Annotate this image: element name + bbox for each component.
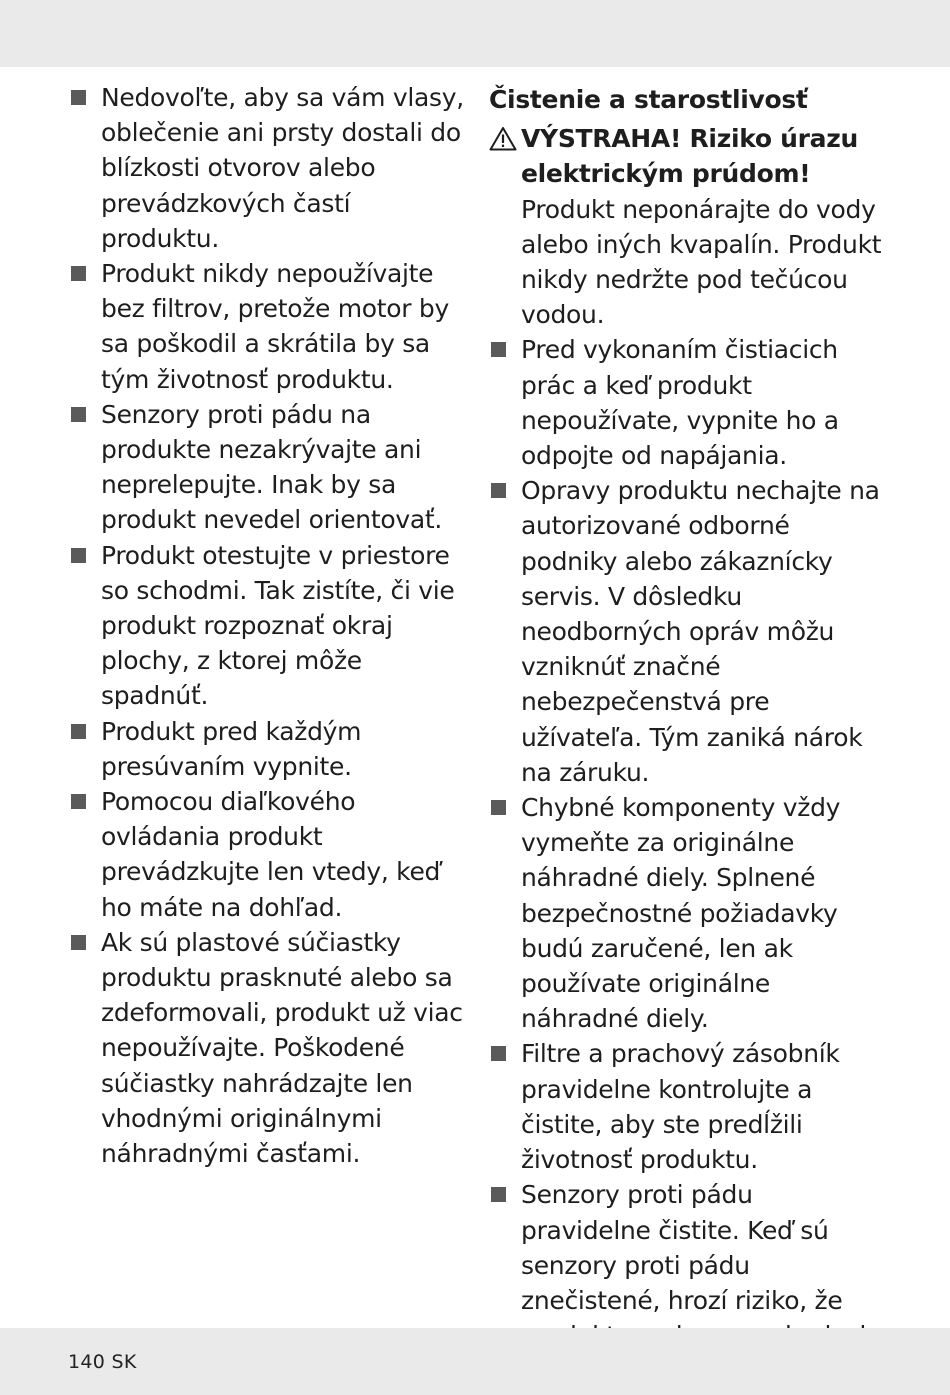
square-bullet-icon bbox=[491, 1046, 506, 1061]
square-bullet-icon bbox=[71, 724, 86, 739]
list-item-text: Senzory proti pádu na produkte nezakrývajte ani neprelepujte. Inak by sa produkt nevedel orientovať. bbox=[101, 399, 442, 535]
list-item-text: Pomocou diaľkového ovládania produkt prevádzkujte len vtedy, keď ho máte na dohľad. bbox=[101, 787, 441, 922]
list-item-text: Ak sú plastové súčiastky produktu prasknuté alebo sa zdeformovali, produkt už viac nepoužívajte. Poškodené súčiastky nahrádzajte len vhodnými originálnymi náhradnými časťami. bbox=[101, 927, 463, 1169]
page-number: 140 SK bbox=[68, 1351, 137, 1373]
list-item-text: Pred vykonaním čistiacich prác a keď produkt nepoužívate, vypnite ho a odpojte od napájania. bbox=[521, 335, 839, 471]
list-item-text: Produkt otestujte v priestore so schodmi. Tak zistíte, či vie produkt rozpoznať okraj plochy, z ktorej môže spadnúť. bbox=[101, 540, 455, 711]
list-item bbox=[69, 538, 469, 714]
safety-list bbox=[69, 80, 469, 1171]
warning-text: Produkt neponárajte do vody alebo iných kvapalín. Produkt nikdy nedržte pod tečúcou vodou. bbox=[521, 194, 882, 330]
list-item bbox=[489, 790, 889, 1036]
list-item-text: Produkt pred každým presúvaním vypnite. bbox=[101, 716, 362, 781]
square-bullet-icon bbox=[71, 794, 86, 809]
list-item bbox=[69, 397, 469, 538]
list-item-text: Chybné komponenty vždy vymeňte za originálne náhradné diely. Splnené bezpečnostné požiadavky budú zaručené, len ak používate originálne náhradné diely. bbox=[521, 793, 841, 1034]
list-item bbox=[489, 1036, 889, 1177]
square-bullet-icon bbox=[491, 342, 506, 357]
list-item bbox=[69, 256, 469, 397]
warning-triangle-icon bbox=[489, 126, 517, 151]
list-item bbox=[69, 714, 469, 784]
care-list bbox=[489, 332, 889, 1388]
square-bullet-icon bbox=[71, 548, 86, 563]
list-item-text: Filtre a prachový zásobník pravidelne kontrolujte a čistite, aby ste predĺžili životnosť produktu. bbox=[521, 1039, 840, 1175]
list-item-text: Produkt nikdy nepoužívajte bez filtrov, pretože motor by sa poškodil a skrátila by sa tým životnosť produktu. bbox=[101, 259, 449, 394]
list-item-text: Senzory proti pádu pravidelne čistite. Keď sú senzory proti pádu znečistené, hrozí riziko, že bbox=[521, 1180, 843, 1315]
top-band bbox=[0, 0, 950, 67]
list-item bbox=[489, 332, 889, 473]
warning-block bbox=[489, 121, 889, 332]
left-column bbox=[69, 80, 469, 1171]
square-bullet-icon bbox=[491, 483, 506, 498]
list-item-text: Nedovoľte, aby sa vám vlasy, oblečenie ani prsty dostali do blízkosti otvorov alebo prevádzkových častí produktu. bbox=[101, 83, 464, 253]
list-item-text: Opravy produktu nechajte na autorizované odborné podniky alebo zákaznícky servis. V dôsledku neodborných opráv môžu vzniknúť značné nebezpečenstvá pre užívateľa. Tým zaniká nárok na záruku. bbox=[521, 476, 880, 787]
square-bullet-icon bbox=[71, 266, 86, 281]
square-bullet-icon bbox=[491, 800, 506, 815]
section-heading: Čistenie a starostlivosť bbox=[489, 85, 808, 114]
list-item bbox=[489, 473, 889, 790]
square-bullet-icon bbox=[71, 90, 86, 105]
square-bullet-icon bbox=[491, 1187, 506, 1202]
list-item bbox=[69, 80, 469, 256]
square-bullet-icon bbox=[71, 935, 86, 950]
list-item bbox=[69, 784, 469, 925]
bottom-band bbox=[0, 1328, 950, 1395]
warning-title: VÝSTRAHA! Riziko úrazu elektrickým prúdom! bbox=[521, 124, 859, 189]
right-column bbox=[489, 80, 889, 1389]
square-bullet-icon bbox=[71, 407, 86, 422]
list-item bbox=[69, 925, 469, 1171]
